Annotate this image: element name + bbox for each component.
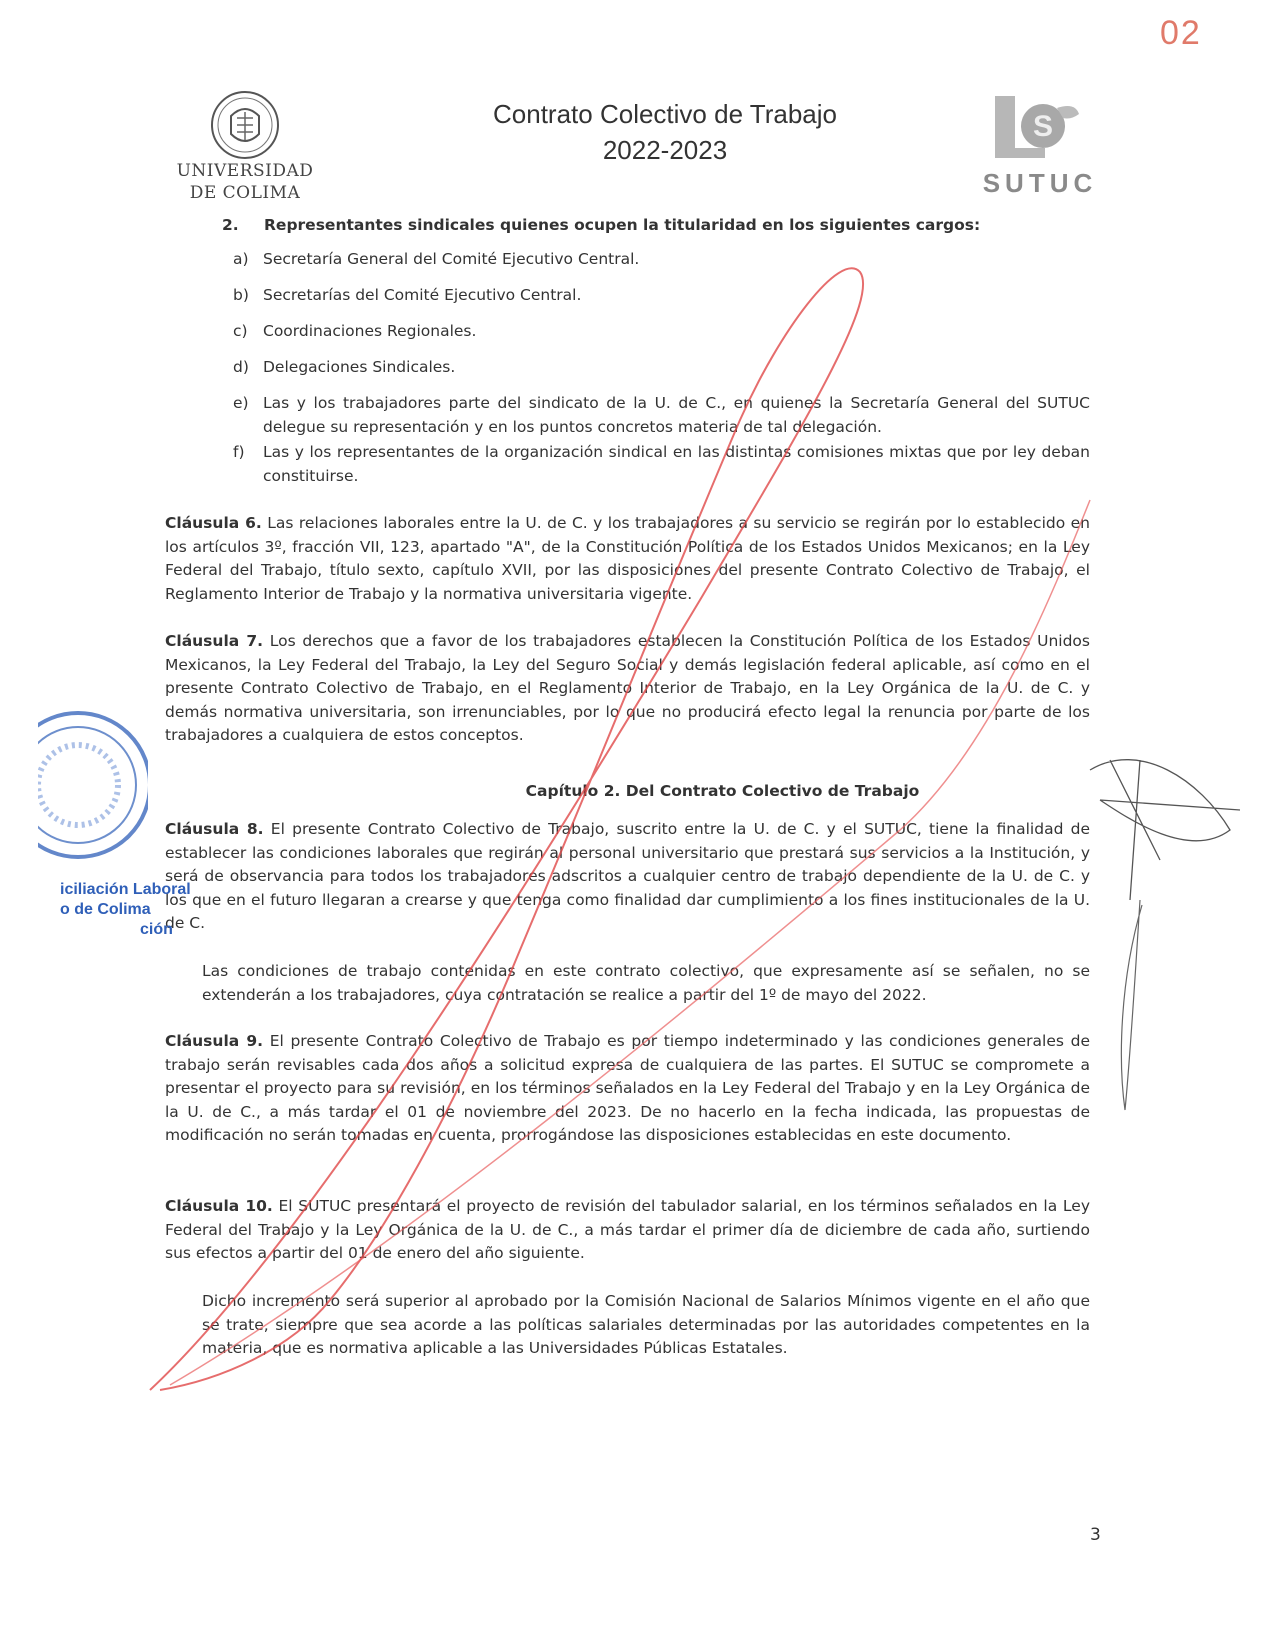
list-item-mark: c) <box>233 322 248 340</box>
clause-9 <box>165 1030 1090 1148</box>
list-item <box>233 284 1090 308</box>
list-item <box>233 356 1090 380</box>
page-number: 3 <box>1090 1525 1101 1545</box>
corner-page-mark: 02 <box>1160 14 1202 52</box>
clause-label: Cláusula 7. <box>165 632 264 650</box>
list-item <box>233 392 1090 439</box>
clause-label: Cláusula 9. <box>165 1032 264 1050</box>
list-item-mark: d) <box>233 358 249 376</box>
list-item <box>233 248 1090 272</box>
list-item-mark: a) <box>233 250 249 268</box>
stamp-line1: iciliación Laboral <box>60 881 191 898</box>
stamp-line2: o de Colima <box>60 901 151 918</box>
clause-8 <box>165 818 1090 936</box>
clause-text: Las relaciones laborales entre la U. de C. y los trabajadores a su servicio se regirán por lo establecido en los artículos 3º, fracción VII, 123, apartado "A", de la Constitución Política de los Estados Unidos Mexicanos; en la Ley Federal del Trabajo, título sexto, capítulo XVII, por las disposiciones del presente Contrato Colectivo de Trabajo, el Reglamento Interior de Trabajo y la normativa universitaria vigente. <box>165 514 1090 603</box>
clause-text: El presente Contrato Colectivo de Trabajo, suscrito entre la U. de C. y el SUTUC, tiene la finalidad de establecer las condiciones laborales que regirán al personal universitario que prestará sus servicios a la Institución, y será de observancia para todos los trabajadores adscritos a cualquier centro de trabajo dependiente de la U. de C. y los que en el futuro llegaran a crearse y que tenga como finalidad dar cumplimiento a los fines institucionales de la U. de C. <box>165 820 1090 932</box>
stamp-text <box>60 880 191 940</box>
section2-number: 2. <box>222 216 239 234</box>
list-item-text: Las y los representantes de la organización sindical en las distintas comisiones mixtas que por ley deban constituirse. <box>263 443 1090 485</box>
stamp-line3: ción <box>140 921 173 938</box>
list-item-text: Secretaría General del Comité Ejecutivo Central. <box>263 250 640 268</box>
clause-8-paragraph-2: Las condiciones de trabajo contenidas en este contrato colectivo, que expresamente así se señalen, no se extenderán a los trabajadores, cuya contratación se realice a partir del 1º de mayo del 2022. <box>202 962 1090 1004</box>
university-name-line2: DE COLIMA <box>189 183 301 203</box>
list-item-text: Delegaciones Sindicales. <box>263 358 456 376</box>
list-item-text: Coordinaciones Regionales. <box>263 322 477 340</box>
signature-stroke <box>1121 900 1142 1110</box>
clause-text: El presente Contrato Colectivo de Trabajo es por tiempo indeterminado y las condiciones generales de trabajo serán revisables cada dos años a solicitud expresa de cualquiera de las partes. El SUTUC se compromete a presentar el proyecto para su revisión, en los términos señalados en la Ley Federal del Trabajo y en la Ley Orgánica de la U. de C., a más tardar el 01 de noviembre del 2023. De no hacerlo en la fecha indicada, las propuestas de modificación no serán tomadas en cuenta, prorrogándose las disposiciones establecidas en este documento. <box>165 1032 1090 1144</box>
university-name-line1: UNIVERSIDAD <box>176 161 314 181</box>
list-item-mark: b) <box>233 286 249 304</box>
list-item <box>233 441 1090 488</box>
list-item <box>233 320 1090 344</box>
clause-label: Cláusula 10. <box>165 1197 273 1215</box>
svg-text:S: S <box>1032 110 1054 143</box>
section2-heading: Representantes sindicales quienes ocupen la titularidad en los siguientes cargos: <box>264 216 981 234</box>
clause-7 <box>165 630 1090 748</box>
list-item-text: Secretarías del Comité Ejecutivo Central. <box>263 286 582 304</box>
list-item-mark: e) <box>233 394 249 412</box>
clause-6 <box>165 512 1090 606</box>
chapter-heading: Capítulo 2. Del Contrato Colectivo de Trabajo <box>525 782 920 800</box>
title-line2: 2022-2023 <box>602 135 728 165</box>
sutuc-name: SUTUC <box>982 168 1098 198</box>
clause-text: El SUTUC presentará el proyecto de revisión del tabulador salarial, en los términos señalados en la Ley Federal del Trabajo y la Ley Orgánica de la U. de C., a más tardar el primer día de diciembre de cada año, surtiendo sus efectos a partir del 01 de enero del año siguiente. <box>165 1197 1090 1262</box>
sutuc-logo <box>985 88 1085 168</box>
list-item-mark: f) <box>233 443 245 461</box>
clause-label: Cláusula 6. <box>165 514 262 532</box>
title-line1: Contrato Colectivo de Trabajo <box>493 99 837 129</box>
clause-label: Cláusula 8. <box>165 820 264 838</box>
clause-10-paragraph-2: Dicho incremento será superior al aprobado por la Comisión Nacional de Salarios Mínimos vigente en el año que se trate, siempre que sea acorde a las políticas salariales determinadas por las autoridades competentes en la materia, que es normativa aplicable a las Universidades Públicas Estatales. <box>202 1292 1090 1357</box>
clause-10 <box>165 1195 1090 1266</box>
official-stamp <box>38 695 148 875</box>
clause-text: Los derechos que a favor de los trabajadores establecen la Constitución Política de los Estados Unidos Mexicanos, la Ley Federal del Trabajo, la Ley del Seguro Social y demás legislación federal aplicable, así como en el presente Contrato Colectivo de Trabajo, en el Reglamento Interior de Trabajo, en la Ley Orgánica de la U. de C. y demás normativa universitaria, son irrenunciables, por lo que no producirá efecto legal la renuncia por parte de los trabajadores a cualquiera de estos conceptos. <box>165 632 1090 744</box>
list-item-text: Las y los trabajadores parte del sindicato de la U. de C., en quienes la Secretaría General del SUTUC delegue su representación y en los puntos concretos materia de tal delegación. <box>263 394 1090 436</box>
